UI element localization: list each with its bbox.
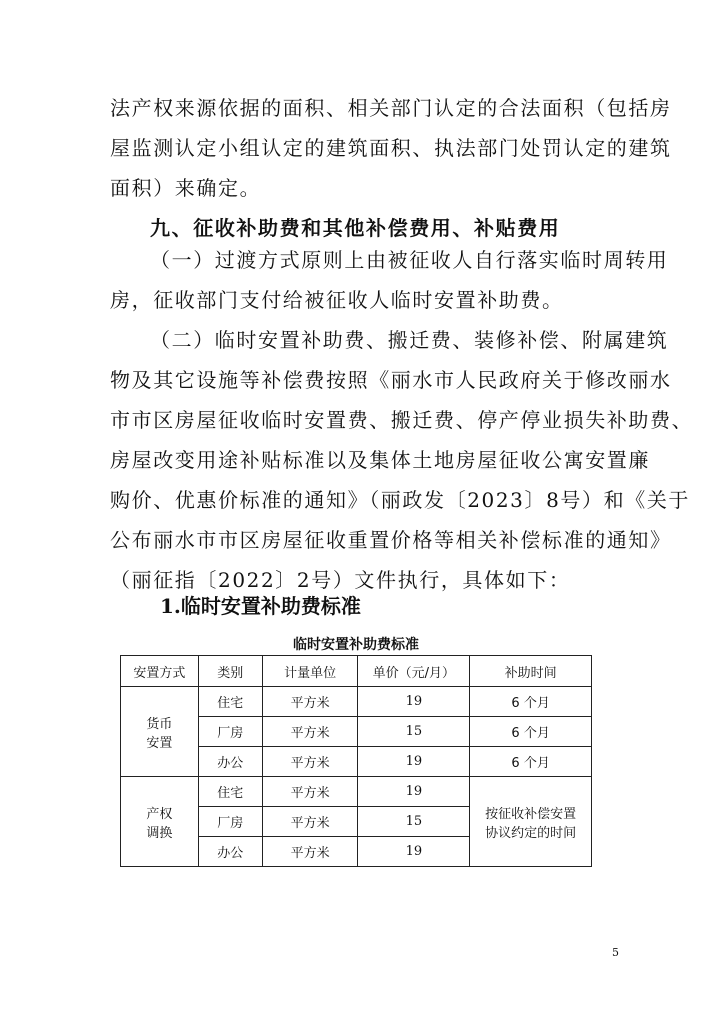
price-cell: 19 xyxy=(358,747,470,777)
paragraph-area-basis xyxy=(110,88,672,208)
price-cell: 19 xyxy=(358,687,470,717)
category-cell: 住宅 xyxy=(198,777,262,807)
category-cell: 办公 xyxy=(198,837,262,867)
page-number: 5 xyxy=(612,946,619,959)
text-line: （二）临时安置补助费、搬迁费、装修补偿、附属建筑 xyxy=(150,328,669,352)
text-line: 屋监测认定小组认定的建筑面积、执法部门处罚认定的建筑 xyxy=(110,136,672,160)
subsidy-table xyxy=(120,655,592,867)
paragraph-transition-mode xyxy=(110,240,669,320)
text-line: 物及其它设施等补偿费按照《丽水市人民政府关于修改丽水 xyxy=(110,368,672,392)
time-cell: 6 个月 xyxy=(470,717,592,747)
text-line: （丽征指〔2022〕2号）文件执行，具体如下： xyxy=(110,568,571,592)
header-cell: 单价（元/月） xyxy=(358,656,470,687)
text-line: 法产权来源依据的面积、相关部门认定的合法面积（包括房 xyxy=(110,96,672,120)
table-header-row xyxy=(121,656,592,687)
price-cell: 19 xyxy=(358,777,470,807)
table-row xyxy=(121,687,592,717)
unit-cell: 平方米 xyxy=(262,717,358,747)
section-heading-nine: 九、征收补助费和其他补偿费用、补贴费用 xyxy=(150,216,561,240)
header-cell: 类别 xyxy=(198,656,262,687)
category-cell: 厂房 xyxy=(198,717,262,747)
table-title: 临时安置补助费标准 xyxy=(293,637,419,653)
unit-cell: 平方米 xyxy=(262,687,358,717)
time-cell-agreement: 按征收补偿安置 协议约定的时间 xyxy=(470,777,592,867)
time-cell: 6 个月 xyxy=(470,747,592,777)
header-cell: 计量单位 xyxy=(262,656,358,687)
text-line: 房屋改变用途补贴标准以及集体土地房屋征收公寓安置廉 xyxy=(110,448,650,472)
subsection-heading: 1.临时安置补助费标准 xyxy=(160,594,361,618)
header-cell: 安置方式 xyxy=(121,656,199,687)
category-cell: 办公 xyxy=(198,747,262,777)
table-row xyxy=(121,777,592,807)
group-label-monetary: 货币 安置 xyxy=(121,687,199,777)
price-cell: 19 xyxy=(358,837,470,867)
unit-cell: 平方米 xyxy=(262,807,358,837)
unit-cell: 平方米 xyxy=(262,777,358,807)
unit-cell: 平方米 xyxy=(262,837,358,867)
category-cell: 厂房 xyxy=(198,807,262,837)
text-line: 面积）来确定。 xyxy=(110,176,262,200)
category-cell: 住宅 xyxy=(198,687,262,717)
price-cell: 15 xyxy=(358,717,470,747)
price-cell: 15 xyxy=(358,807,470,837)
text-line: （一）过渡方式原则上由被征收人自行落实临时周转用 xyxy=(150,248,669,272)
group-label-property-swap: 产权 调换 xyxy=(121,777,199,867)
time-cell: 6 个月 xyxy=(470,687,592,717)
text-line: 购价、优惠价标准的通知》（丽政发〔2023〕8号）和《关于 xyxy=(110,488,691,512)
header-cell: 补助时间 xyxy=(470,656,592,687)
text-line: 公布丽水市市区房屋征收重置价格等相关补偿标准的通知》 xyxy=(110,528,672,552)
text-line: 房，征收部门支付给被征收人临时安置补助费。 xyxy=(110,288,564,312)
unit-cell: 平方米 xyxy=(262,747,358,777)
paragraph-compensation-basis xyxy=(110,320,694,600)
text-line: 市市区房屋征收临时安置费、搬迁费、停产停业损失补助费、 xyxy=(110,408,694,432)
